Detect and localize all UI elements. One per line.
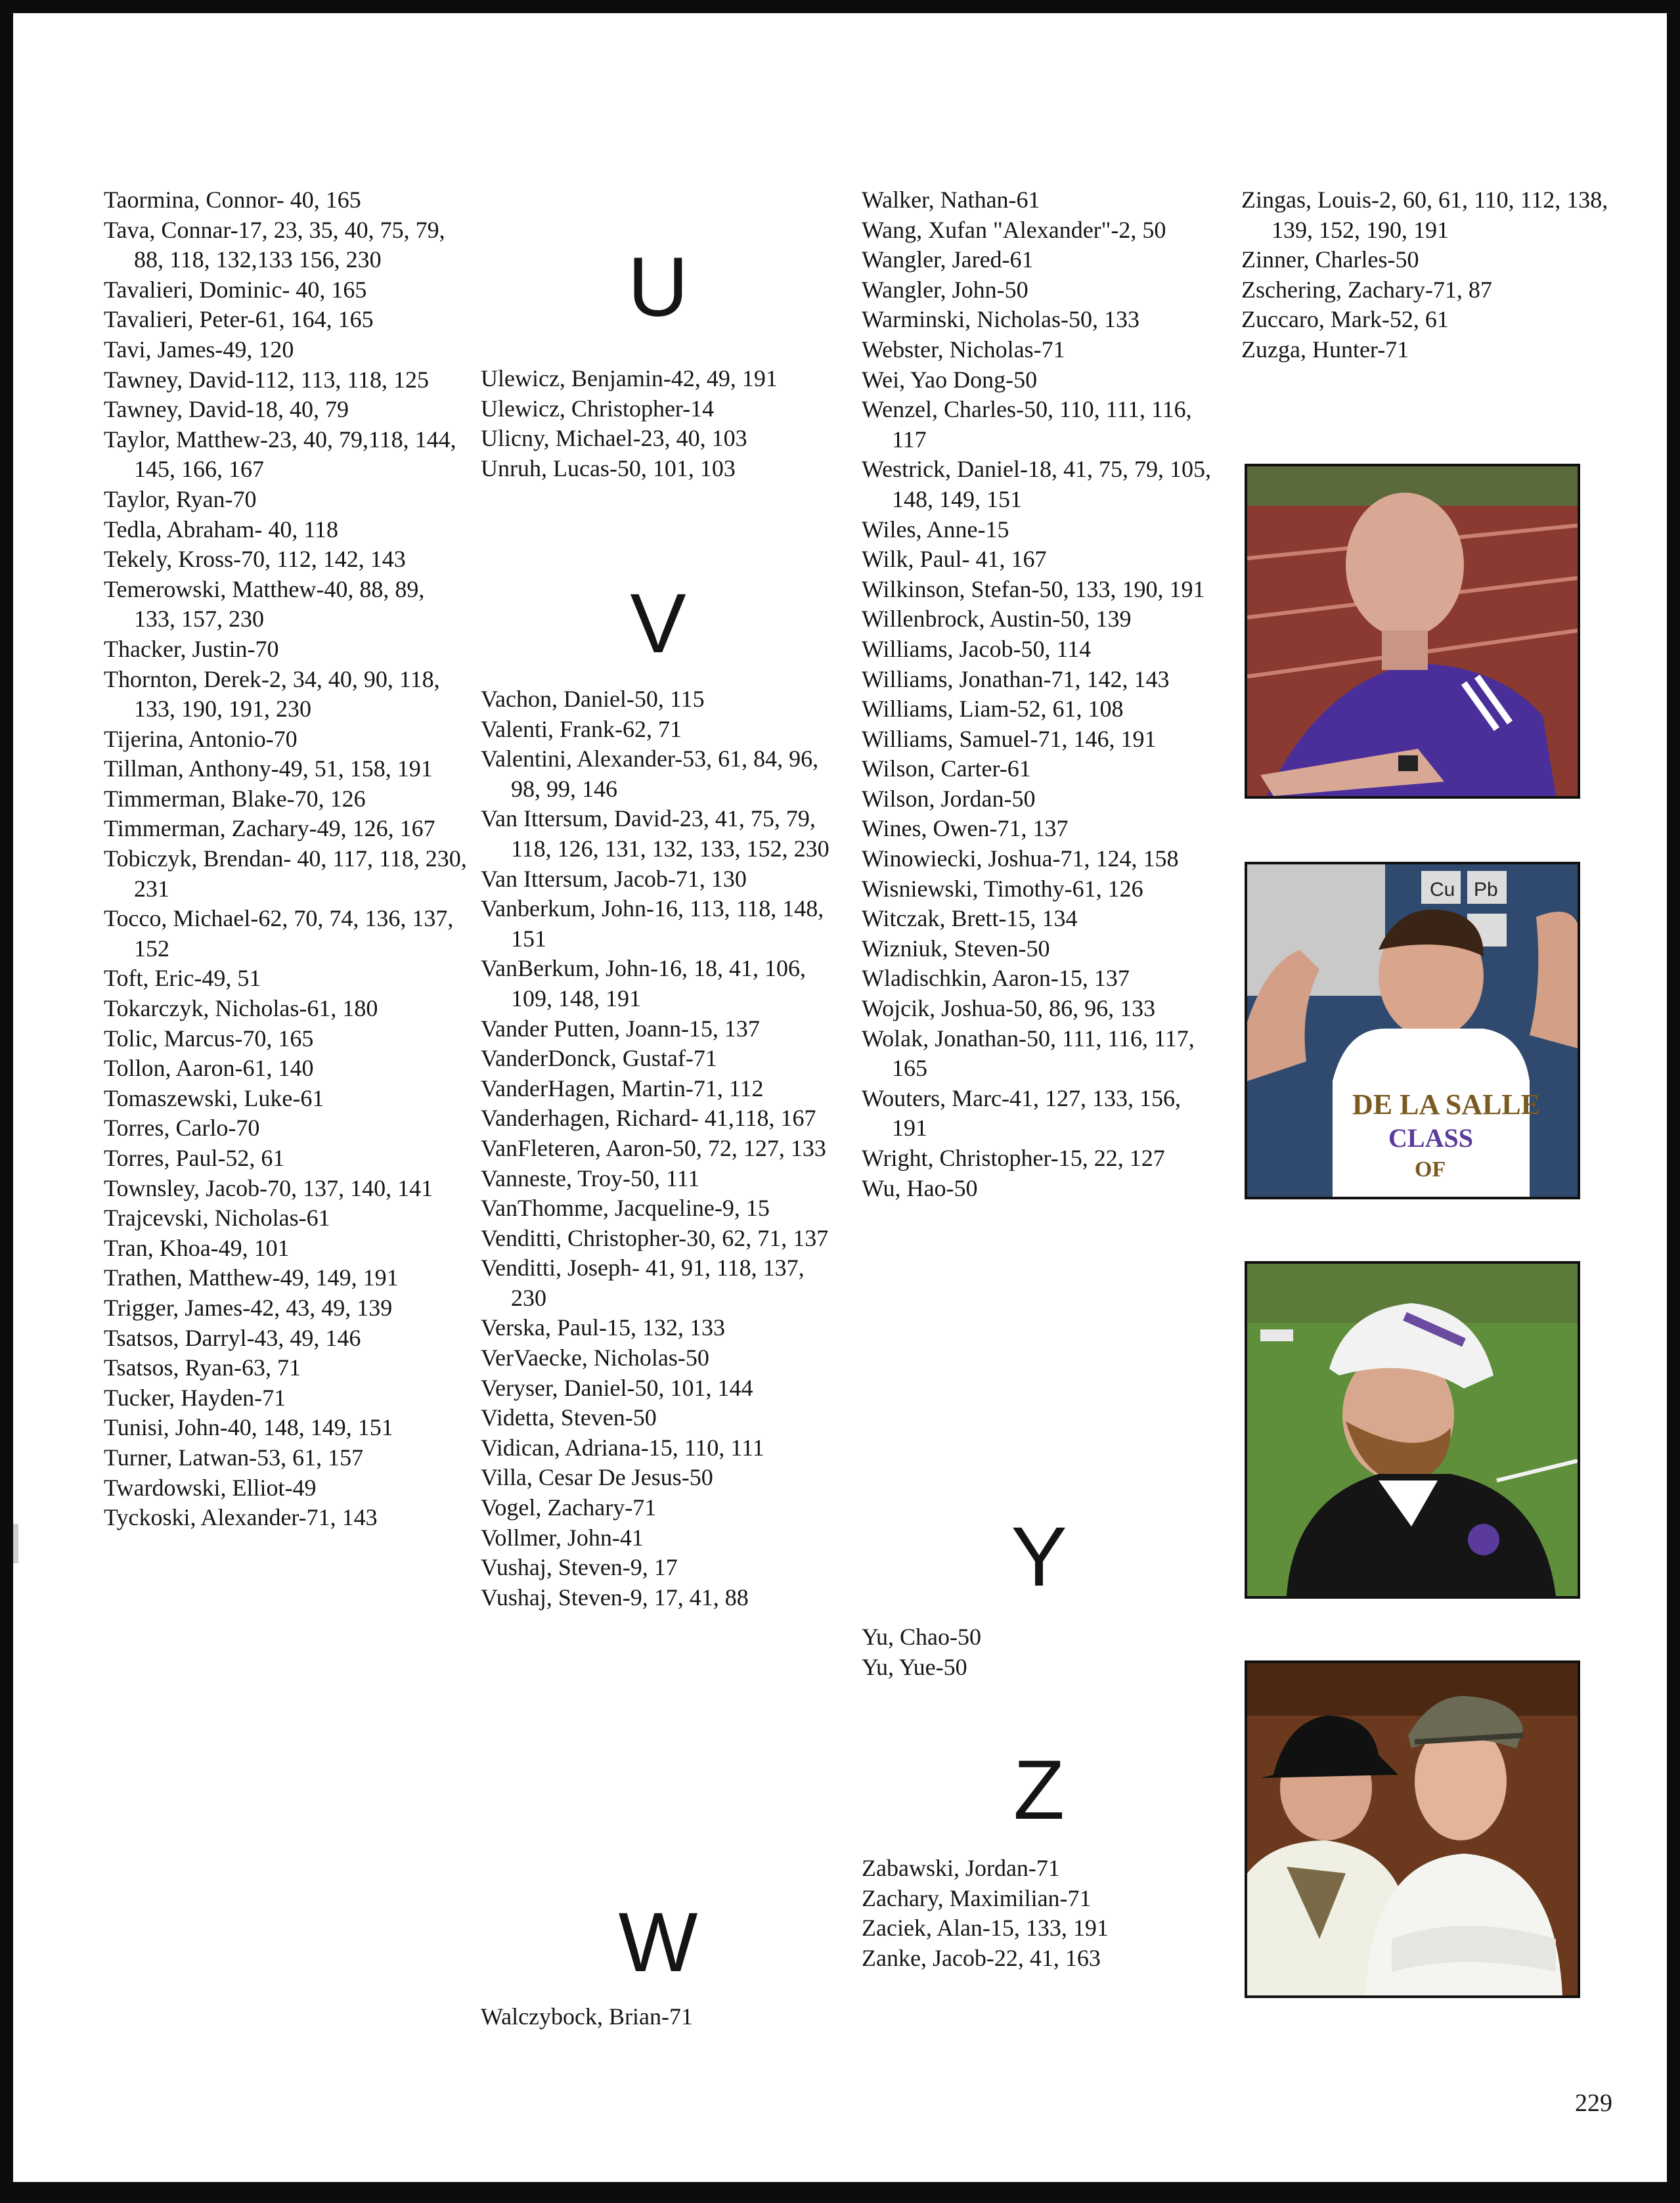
index-entry: Wilson, Jordan-50 — [862, 785, 1036, 812]
index-entry: Tsatsos, Darryl-43, 49, 146 — [104, 1324, 361, 1351]
index-entry: Taylor, Ryan-70 — [104, 485, 257, 512]
index-entry: VanderHagen, Martin-71, 112 — [481, 1075, 764, 1102]
index-entry: Walker, Nathan-61 — [862, 187, 1040, 213]
index-entry: Wenzel, Charles-50, 110, 111, 116, 117 — [862, 396, 1192, 453]
index-entry: Vanberkum, John-16, 113, 118, 148, 151 — [481, 895, 824, 952]
index-entry: Tunisi, John-40, 148, 149, 151 — [104, 1414, 393, 1441]
section-letter-w: W — [618, 1896, 698, 1990]
index-entry: Venditti, Joseph- 41, 91, 118, 137, 230 — [481, 1255, 805, 1311]
index-entry: Vanneste, Troy-50, 111 — [481, 1165, 700, 1191]
index-entry: Valenti, Frank-62, 71 — [481, 715, 682, 742]
index-entry: Tawney, David-18, 40, 79 — [104, 396, 349, 423]
index-entry: Ulewicz, Benjamin-42, 49, 191 — [481, 365, 778, 391]
index-entry: Tavi, James-49, 120 — [104, 336, 294, 363]
index-entry: Tijerina, Antonio-70 — [104, 725, 298, 752]
index-entry: Townsley, Jacob-70, 137, 140, 141 — [104, 1174, 433, 1201]
index-entry: Vidican, Adriana-15, 110, 111 — [481, 1434, 764, 1461]
w-entries-continued — [862, 185, 1216, 1203]
index-entry: Venditti, Christopher-30, 62, 71, 137 — [481, 1224, 829, 1251]
index-entry: Trathen, Matthew-49, 149, 191 — [104, 1264, 399, 1291]
index-entry: Villa, Cesar De Jesus-50 — [481, 1464, 713, 1491]
index-entry: Williams, Jacob-50, 114 — [862, 635, 1092, 662]
section-letter-u: U — [627, 240, 689, 334]
index-entry: Tocco, Michael-62, 70, 74, 136, 137, 152 — [104, 905, 454, 962]
index-entry: Vanderhagen, Richard- 41,118, 167 — [481, 1105, 816, 1132]
index-entry: Walczybock, Brian-71 — [481, 2003, 693, 2030]
index-entry: Tekely, Kross-70, 112, 142, 143 — [104, 546, 406, 573]
index-entry: Tedla, Abraham- 40, 118 — [104, 516, 339, 543]
index-entry: Tava, Connar-17, 23, 35, 40, 75, 79, 88, 118, 132,133 156, 230 — [104, 216, 445, 273]
y-entries — [862, 1622, 1216, 1682]
index-entry: Wilkinson, Stefan-50, 133, 190, 191 — [862, 575, 1205, 602]
index-entry: Vogel, Zachary-71 — [481, 1494, 657, 1521]
u-entries — [481, 364, 835, 483]
index-entry: Toft, Eric-49, 51 — [104, 965, 261, 992]
index-entry: Unruh, Lucas-50, 101, 103 — [481, 455, 736, 481]
index-entry: Wright, Christopher-15, 22, 127 — [862, 1145, 1165, 1171]
index-entry: Witczak, Brett-15, 134 — [862, 905, 1078, 932]
index-entry: VanderDonck, Gustaf-71 — [481, 1045, 717, 1072]
index-entry: Ulewicz, Christopher-14 — [481, 395, 715, 422]
index-entry: Webster, Nicholas-71 — [862, 336, 1065, 363]
index-entry: Wei, Yao Dong-50 — [862, 366, 1038, 393]
index-entry: Wolak, Jonathan-50, 111, 116, 117, 165 — [862, 1025, 1195, 1082]
index-entry: Wizniuk, Steven-50 — [862, 935, 1050, 962]
index-entry: Tokarczyk, Nicholas-61, 180 — [104, 995, 378, 1022]
v-entries — [481, 684, 835, 1613]
candid-photo-2 — [1245, 862, 1580, 1199]
index-entry: Tawney, David-112, 113, 118, 125 — [104, 366, 430, 393]
index-entry: Wangler, John-50 — [862, 276, 1028, 303]
section-letter-v: V — [630, 577, 686, 671]
index-entry: Yu, Chao-50 — [862, 1624, 981, 1650]
index-entry: Zuccaro, Mark-52, 61 — [1241, 306, 1449, 333]
page-number: 229 — [1575, 2089, 1612, 2117]
index-entry: Winowiecki, Joshua-71, 124, 158 — [862, 845, 1179, 872]
index-entry: Zschering, Zachary-71, 87 — [1241, 276, 1492, 303]
index-entry: Verska, Paul-15, 132, 133 — [481, 1314, 725, 1341]
index-entry: Vachon, Daniel-50, 115 — [481, 686, 705, 712]
index-entry: Yu, Yue-50 — [862, 1653, 967, 1680]
section-letter-z: Z — [1013, 1743, 1065, 1837]
index-entry: VanBerkum, John-16, 18, 41, 106, 109, 148, 191 — [481, 955, 806, 1012]
section-letter-y: Y — [1011, 1510, 1067, 1604]
index-entry: Wouters, Marc-41, 127, 133, 156, 191 — [862, 1084, 1182, 1142]
index-entry: Twardowski, Elliot-49 — [104, 1474, 317, 1501]
index-entry: Taylor, Matthew-23, 40, 79,118, 144, 145, 166, 167 — [104, 426, 456, 483]
index-entry: Williams, Liam-52, 61, 108 — [862, 696, 1124, 723]
index-entry: Torres, Paul-52, 61 — [104, 1145, 285, 1171]
index-entry: Zingas, Louis-2, 60, 61, 110, 112, 138, 139, 152, 190, 191 — [1241, 187, 1608, 243]
index-entry: Veryser, Daniel-50, 101, 144 — [481, 1374, 753, 1401]
index-entry: Wangler, Jared-61 — [862, 246, 1034, 273]
index-entry: Zanke, Jacob-22, 41, 163 — [862, 1944, 1101, 1971]
index-entry: Trajcevski, Nicholas-61 — [104, 1205, 330, 1232]
candid-photo-4 — [1245, 1660, 1580, 1998]
t-entries — [104, 185, 472, 1533]
chem-label-cu: Cu — [1430, 879, 1455, 901]
index-entry: Tavalieri, Dominic- 40, 165 — [104, 276, 367, 303]
index-entry: Tobiczyk, Brendan- 40, 117, 118, 230, 231 — [104, 845, 467, 902]
index-entry: Wojcik, Joshua-50, 86, 96, 133 — [862, 995, 1156, 1022]
candid-photo-1 — [1245, 464, 1580, 799]
index-entry: Warminski, Nicholas-50, 133 — [862, 306, 1140, 333]
index-entry: Tucker, Hayden-71 — [104, 1384, 286, 1411]
index-column-3 — [862, 13, 1216, 2182]
index-entry: Wilk, Paul- 41, 167 — [862, 546, 1047, 573]
index-entry: Wu, Hao-50 — [862, 1174, 978, 1201]
index-entry: Thacker, Justin-70 — [104, 635, 279, 662]
shirt-text-line1: DE LA SALLE — [1352, 1088, 1541, 1121]
index-entry: Wang, Xufan "Alexander"-2, 50 — [862, 216, 1166, 243]
shirt-text-line3: OF — [1415, 1157, 1446, 1182]
index-entry: Taormina, Connor- 40, 165 — [104, 187, 361, 213]
index-entry: Wisniewski, Timothy-61, 126 — [862, 875, 1143, 902]
index-entry: Tran, Khoa-49, 101 — [104, 1234, 290, 1261]
index-entry: Zinner, Charles-50 — [1241, 246, 1419, 273]
index-entry: Ulicny, Michael-23, 40, 103 — [481, 425, 747, 452]
candid-photo-3 — [1245, 1261, 1580, 1599]
index-entry: Videtta, Steven-50 — [481, 1404, 657, 1431]
index-entry: Valentini, Alexander-53, 61, 84, 96, 98, 99, 146 — [481, 745, 819, 802]
index-entry: Williams, Jonathan-71, 142, 143 — [862, 665, 1170, 692]
index-entry: Tavalieri, Peter-61, 164, 165 — [104, 306, 374, 333]
index-entry: Vander Putten, Joann-15, 137 — [481, 1015, 760, 1042]
index-entry: Zabawski, Jordan-71 — [862, 1855, 1060, 1881]
index-entry: Willenbrock, Austin-50, 139 — [862, 606, 1132, 633]
z-entries-continued — [1241, 185, 1609, 365]
index-column-1 — [104, 13, 472, 2182]
index-entry: Tolic, Marcus-70, 165 — [104, 1025, 314, 1052]
index-entry: Temerowski, Matthew-40, 88, 89, 133, 157, 230 — [104, 575, 425, 633]
index-entry: Turner, Latwan-53, 61, 157 — [104, 1444, 364, 1471]
chem-label-pb: Pb — [1474, 879, 1498, 901]
index-entry: Tyckoski, Alexander-71, 143 — [104, 1504, 378, 1531]
index-entry: Tillman, Anthony-49, 51, 158, 191 — [104, 755, 433, 782]
index-entry: Vushaj, Steven-9, 17, 41, 88 — [481, 1584, 749, 1611]
w-entries — [481, 2002, 835, 2032]
index-column-2 — [481, 13, 835, 2182]
index-entry: Wines, Owen-71, 137 — [862, 815, 1069, 842]
index-entry: Westrick, Daniel-18, 41, 75, 79, 105, 148, 149, 151 — [862, 456, 1212, 512]
index-entry: VanFleteren, Aaron-50, 72, 127, 133 — [481, 1134, 826, 1161]
index-entry: Williams, Samuel-71, 146, 191 — [862, 725, 1157, 752]
index-entry: Van Ittersum, Jacob-71, 130 — [481, 865, 747, 892]
index-entry: Tsatsos, Ryan-63, 71 — [104, 1354, 301, 1381]
z-entries — [862, 1854, 1216, 1973]
index-entry: Zaciek, Alan-15, 133, 191 — [862, 1915, 1109, 1942]
page-edge-mark — [13, 1524, 18, 1563]
index-entry: Vollmer, John-41 — [481, 1524, 644, 1551]
index-entry: Zachary, Maximilian-71 — [862, 1884, 1092, 1911]
shirt-text-line2: CLASS — [1388, 1123, 1473, 1153]
index-entry: Trigger, James-42, 43, 49, 139 — [104, 1294, 393, 1321]
index-entry: Vushaj, Steven-9, 17 — [481, 1554, 678, 1581]
index-entry: Thornton, Derek-2, 34, 40, 90, 118, 133, 190, 191, 230 — [104, 665, 440, 723]
index-entry: Van Ittersum, David-23, 41, 75, 79, 118, 126, 131, 132, 133, 152, 230 — [481, 805, 829, 862]
index-entry: Tollon, Aaron-61, 140 — [104, 1055, 314, 1082]
index-entry: Torres, Carlo-70 — [104, 1115, 260, 1142]
index-entry: VerVaecke, Nicholas-50 — [481, 1345, 709, 1371]
yearbook-index-page — [13, 13, 1667, 2182]
index-entry: VanThomme, Jacqueline-9, 15 — [481, 1195, 770, 1222]
index-entry: Zuzga, Hunter-71 — [1241, 336, 1409, 363]
index-entry: Wilson, Carter-61 — [862, 755, 1031, 782]
index-entry: Wiles, Anne-15 — [862, 516, 1009, 543]
index-entry: Wladischkin, Aaron-15, 137 — [862, 965, 1130, 992]
index-entry: Timmerman, Blake-70, 126 — [104, 785, 366, 812]
index-entry: Tomaszewski, Luke-61 — [104, 1084, 324, 1111]
index-entry: Timmerman, Zachary-49, 126, 167 — [104, 815, 435, 842]
